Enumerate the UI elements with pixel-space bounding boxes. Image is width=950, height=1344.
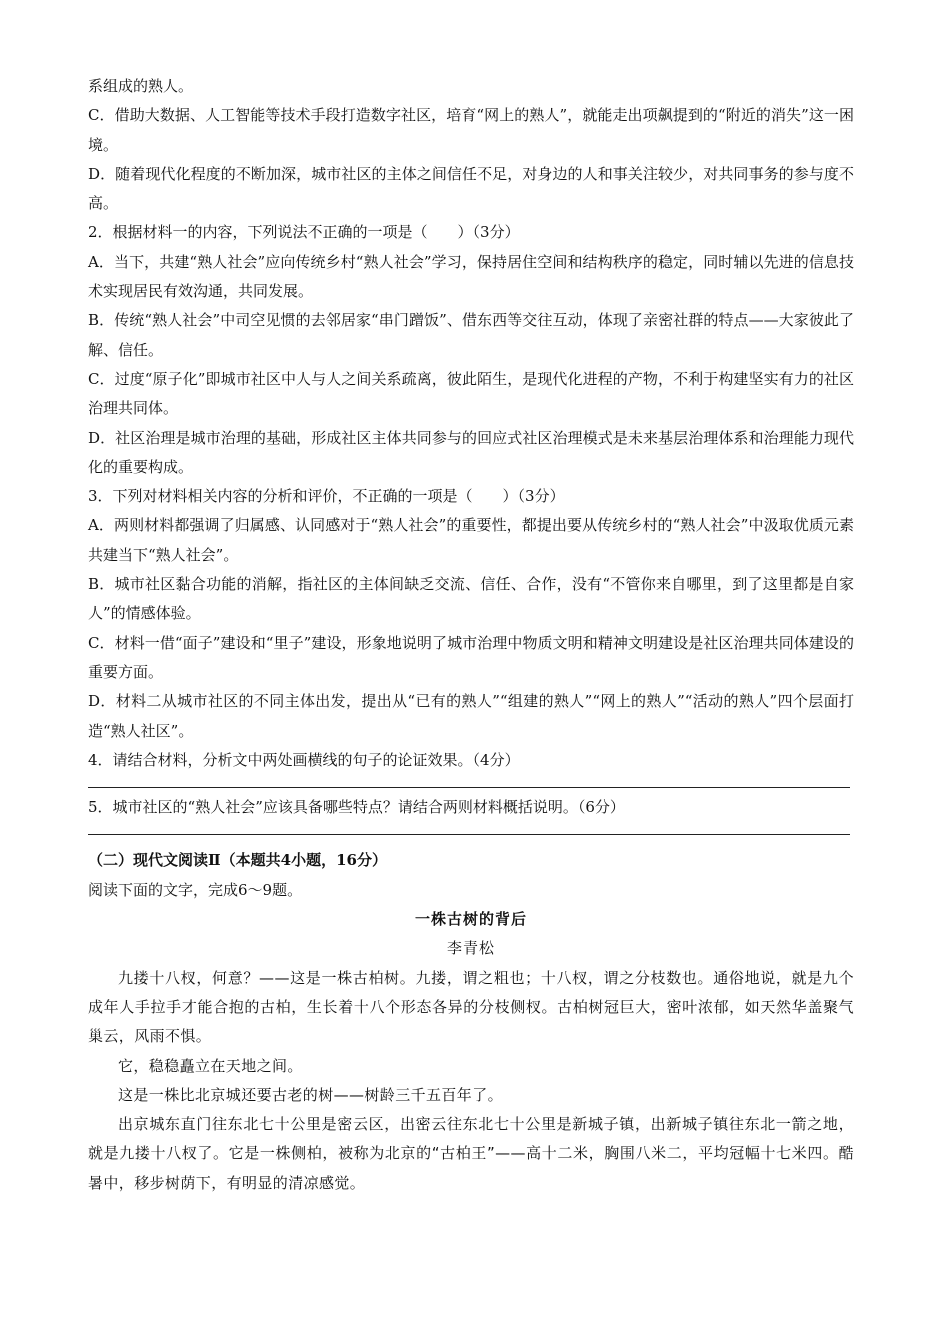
article-paragraph: 出京城东直门往东北七十公里是密云区，出密云往东北七十公里是新城子镇，出新城子镇往东北一箭之地，就是九搂十八杈了。它是一株侧柏，被称为北京的“古柏王”——高十二米，胸围八米二，平均冠幅十七米四。酷暑中，移步树荫下，有明显的清凉感觉。 <box>88 1115 854 1192</box>
question-2-option-c: C．过度“原子化”即城市社区中人与人之间关系疏离，彼此陌生，是现代化进程的产物，不利于构建坚实有力的社区治理共同体。 <box>88 369 854 418</box>
reading-instruction: 阅读下面的文字，完成6～9题。 <box>88 880 303 899</box>
text-line: 系组成的熟人。 <box>88 77 194 95</box>
question-2-option-d: D．社区治理是城市治理的基础，形成社区主体共同参与的回应式社区治理模式是未来基层治理体系和治理能力现代化的重要构成。 <box>88 428 854 476</box>
question-3-option-b: B．城市社区黏合功能的消解，指社区的主体间缺乏交流、信任、合作，没有“不管你来自哪里，到了这里都是自家人”的情感体验。 <box>88 575 854 623</box>
question-5-stem: 5．城市社区的“熟人社会”应该具备哪些特点？请结合两则材料概括说明。（6分） <box>88 798 625 817</box>
question-3-stem: 3．下列对材料相关内容的分析和评价，不正确的一项是（ ）（3分） <box>88 487 565 506</box>
section-heading: （二）现代文阅读Ⅱ（本题共4小题，16分） <box>88 851 387 870</box>
article-paragraph: 它，稳稳矗立在天地之间。 <box>118 1056 303 1075</box>
answer-line-q5 <box>88 834 850 835</box>
question-2-option-b: B．传统“熟人社会”中司空见惯的去邻居家“串门蹭饭”、借东西等交往互动，体现了亲密社群的特点——大家彼此了解、信任。 <box>88 311 854 359</box>
question-2-stem: 2．根据材料一的内容，下列说法不正确的一项是（ ）（3分） <box>88 223 520 242</box>
question-4-stem: 4．请结合材料，分析文中两处画横线的句子的论证效果。（4分） <box>88 750 520 769</box>
question-2-option-a: A．当下，共建“熟人社会”应向传统乡村“熟人社会”学习，保持居住空间和结构秩序的稳定，同时辅以先进的信息技术实现居民有效沟通，共同发展。 <box>88 252 854 301</box>
question-3-option-a: A．两则材料都强调了归属感、认同感对于“熟人社会”的重要性，都提出要从传统乡村的“熟人社会”中汲取优质元素共建当下“熟人社会”。 <box>88 516 854 564</box>
answer-line-q4 <box>88 787 850 788</box>
article-author: 李青松 <box>446 939 495 958</box>
article-paragraph: 这是一株比北京城还要古老的树——树龄三千五百年了。 <box>118 1085 504 1104</box>
option-c-q1: C．借助大数据、人工智能等技术手段打造数字社区，培育“网上的熟人”，就能走出项飙提到的“附近的消失”这一困境。 <box>88 106 854 154</box>
option-d-q1: D．随着现代化程度的不断加深，城市社区的主体之间信任不足，对身边的人和事关注较少，对共同事务的参与度不高。 <box>88 164 854 213</box>
article-title: 一株古树的背后 <box>414 910 527 929</box>
article-paragraph: 九搂十八杈，何意？——这是一株古柏树。九搂，谓之粗也；十八杈，谓之分枝数也。通俗地说，就是九个成年人手拉手才能合抱的古柏，生长着十八个形态各异的分枝侧杈。古柏树冠巨大，密叶浓郁，如天然华盖聚气巢云，风雨不惧。 <box>88 968 854 1046</box>
document-page <box>88 72 854 1198</box>
question-3-option-c: C．材料一借“面子”建设和“里子”建设，形象地说明了城市治理中物质文明和精神文明建设是社区治理共同体建设的重要方面。 <box>88 633 854 681</box>
question-3-option-d: D．材料二从城市社区的不同主体出发，提出从“已有的熟人”“组建的熟人”“网上的熟人”“活动的熟人”四个层面打造“熟人社区”。 <box>88 692 854 740</box>
